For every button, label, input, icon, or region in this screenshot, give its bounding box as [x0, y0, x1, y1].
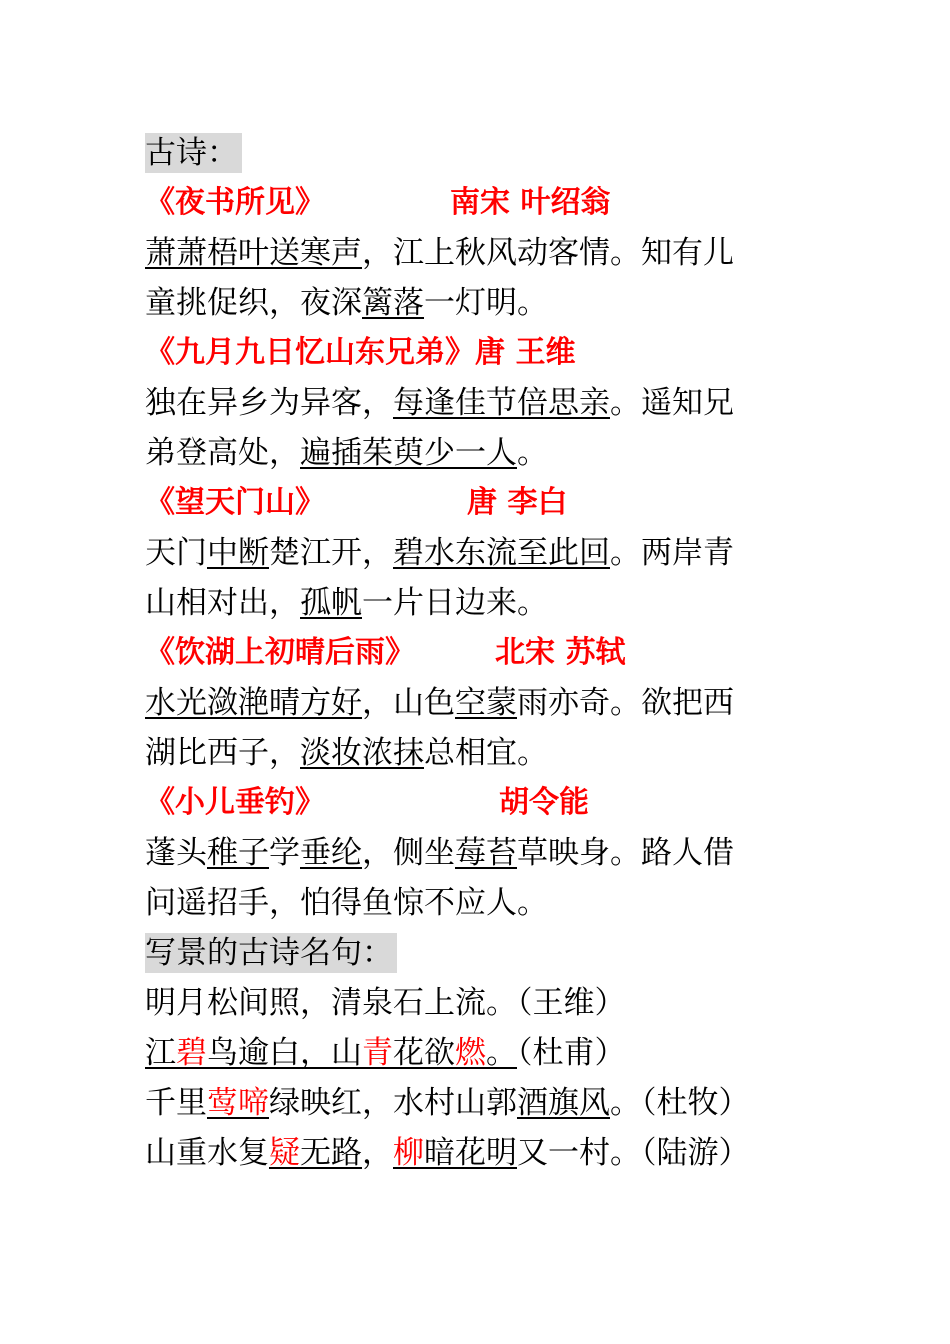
poem-line: [145, 428, 825, 478]
underlined-text: 孤帆: [300, 585, 362, 621]
section-heading-famous-lines: [145, 928, 825, 978]
poem-title: 《小儿垂钓》: [145, 785, 325, 820]
poem-text: 草映身。路人借: [517, 835, 734, 871]
poem-author: 南宋 叶绍翁: [450, 185, 611, 220]
poem-text: 蓬头: [145, 835, 207, 871]
poem-author: 胡令能: [499, 785, 589, 820]
underlined-text: 稚子: [207, 835, 269, 871]
underlined-text: 酒旗风: [517, 1085, 610, 1121]
poem-text: 楚江开，: [269, 535, 393, 571]
poem-text: 山相对出，: [145, 585, 300, 621]
poem-title: 《九月九日忆山东兄弟》: [145, 335, 475, 370]
poem-text: ，山色: [362, 685, 455, 721]
underlined-text: 萧萧梧叶送寒声: [145, 235, 362, 271]
underlined-text: 花欲: [393, 1035, 455, 1071]
poem-text: 湖比西子，: [145, 735, 300, 771]
famous-line: [145, 1078, 825, 1128]
poem-text: 弟登高处，: [145, 435, 300, 471]
poem-title-row: [145, 778, 825, 828]
famous-line-text: 山重水复: [145, 1135, 269, 1171]
red-underlined-text: 碧: [176, 1035, 207, 1071]
poem-line: [145, 728, 825, 778]
poem-title: 《饮湖上初晴后雨》: [145, 635, 415, 670]
red-underlined-text: 莺啼: [207, 1085, 269, 1121]
poem-text: 一灯明。: [424, 285, 548, 321]
underlined-text: 水光潋滟晴方好: [145, 685, 362, 721]
famous-line-text: 千里: [145, 1085, 207, 1121]
poem-title-row: [145, 478, 825, 528]
poem-author: 唐 王维: [475, 335, 576, 370]
famous-line: [145, 1128, 825, 1178]
famous-line-text: 。（杜牧）: [610, 1085, 750, 1121]
underlined-text: 中断: [207, 535, 269, 571]
underlined-text: 垂纶: [300, 835, 362, 871]
poem-text: ，江上秋风动客情。知有儿: [362, 235, 734, 271]
underlined-text: 碧水东流至此回: [393, 535, 610, 571]
poem-title: 《望天门山》: [145, 485, 325, 520]
poem-text: 问遥招手，怕得鱼惊不应人。: [145, 885, 548, 921]
poem-text: 。遥知兄: [610, 385, 734, 421]
poem-text: 总相宜。: [424, 735, 548, 771]
red-underlined-text: 柳: [393, 1135, 424, 1171]
underlined-text: 江: [145, 1035, 176, 1071]
underlined-text: 篱落: [362, 285, 424, 321]
underlined-text: 莓苔: [455, 835, 517, 871]
poem-author: 北宋 苏轼: [495, 635, 626, 670]
poem-text: ，侧坐: [362, 835, 455, 871]
red-underlined-text: 青: [362, 1035, 393, 1071]
poem-title-row: [145, 328, 825, 378]
poem-line: [145, 228, 825, 278]
poem-title-row: [145, 628, 825, 678]
document-page: [145, 128, 825, 1178]
heading-highlight: 古诗：: [145, 133, 242, 173]
poem-text: 。两岸青: [610, 535, 734, 571]
poem-text: 天门: [145, 535, 207, 571]
poem-line: [145, 378, 825, 428]
famous-line-text: 明月松间照，清泉石上流。（王维）: [145, 985, 626, 1021]
underlined-text: 空蒙: [455, 685, 517, 721]
poem-text: 一片日边来。: [362, 585, 548, 621]
poem-line: [145, 878, 825, 928]
famous-line: [145, 1028, 825, 1078]
famous-line: [145, 978, 825, 1028]
poem-line: [145, 528, 825, 578]
famous-line-text: 又一村。（陆游）: [517, 1135, 750, 1171]
red-underlined-text: 燃: [455, 1035, 486, 1071]
heading-highlight: 写景的古诗名句：: [145, 933, 397, 973]
famous-line-text: 绿映红，水村山郭: [269, 1085, 517, 1121]
section-heading-ancient-poems: [145, 128, 825, 178]
underlined-text: 淡妆浓抹: [300, 735, 424, 771]
poem-line: [145, 578, 825, 628]
poem-text: 。: [517, 435, 548, 471]
poem-line: [145, 828, 825, 878]
poem-author: 唐 李白: [467, 485, 568, 520]
poem-text: 学: [269, 835, 300, 871]
poem-text: 独在异乡为异客，: [145, 385, 393, 421]
poem-text: 童挑促织，夜深: [145, 285, 362, 321]
famous-line-text: （杜甫）: [517, 1035, 626, 1071]
underlined-text: 。: [486, 1035, 517, 1071]
poem-line: [145, 678, 825, 728]
underlined-text: 无路: [300, 1135, 362, 1171]
poem-title: 《夜书所见》: [145, 185, 325, 220]
red-underlined-text: 疑: [269, 1135, 300, 1171]
poem-text: 雨亦奇。欲把西: [517, 685, 734, 721]
underlined-text: 鸟逾白，山: [207, 1035, 362, 1071]
underlined-text: 遍插茱萸少一人: [300, 435, 517, 471]
underlined-text: 暗花明: [424, 1135, 517, 1171]
famous-line-text: ，: [362, 1135, 393, 1171]
poem-title-row: [145, 178, 825, 228]
underlined-text: 每逢佳节倍思亲: [393, 385, 610, 421]
poem-line: [145, 278, 825, 328]
